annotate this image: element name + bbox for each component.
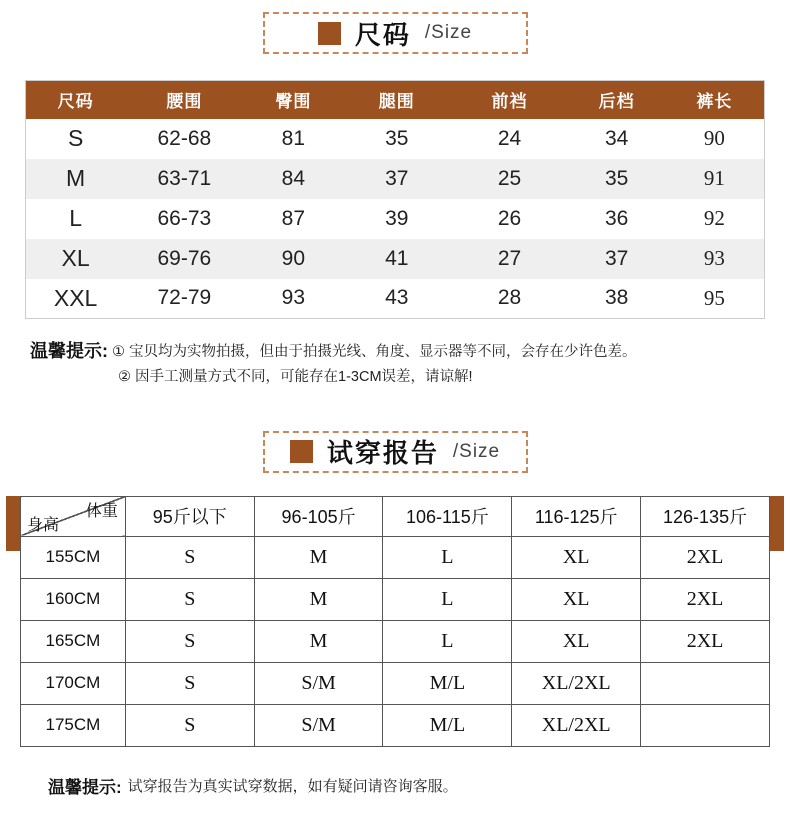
size-cell: S/M — [254, 704, 383, 746]
col-header-thigh: 腿围 — [343, 81, 450, 119]
size-cell: XL — [512, 578, 641, 620]
cell-waist: 72-79 — [157, 286, 212, 310]
size-cell: S — [125, 620, 254, 662]
cell-hip: 90 — [281, 246, 306, 270]
col-header-size: 尺码 — [26, 81, 126, 119]
size-cell: M — [254, 620, 383, 662]
tryon-header-row — [21, 496, 770, 536]
size-cell — [641, 662, 770, 704]
cell-pants-length: 92 — [703, 206, 725, 230]
col-header-front-rise: 前裆 — [450, 81, 568, 119]
height-cell: 170CM — [21, 662, 126, 704]
tip-line-1: ① 宝贝均为实物拍摄，但由于拍摄光线、角度、显示器等不同，会存在少许色差。 — [112, 344, 637, 360]
size-cell: S — [125, 662, 254, 704]
weight-col-header: 96-105斤 — [254, 496, 383, 536]
tryon-report-table — [20, 496, 770, 747]
cell-back-rise: 38 — [604, 286, 629, 310]
size-tip — [30, 337, 790, 391]
cell-thigh: 35 — [385, 126, 409, 150]
size-cell: XL — [512, 536, 641, 578]
weight-col-header: 106-115斤 — [383, 496, 512, 536]
cell-waist: 69-76 — [157, 246, 212, 270]
cell-waist: 62-68 — [157, 126, 212, 150]
size-title-text: 尺码 — [354, 19, 411, 50]
size-cell: S — [125, 704, 254, 746]
height-cell: 160CM — [21, 578, 126, 620]
tryon-row-165 — [21, 620, 770, 662]
brown-square-icon — [318, 22, 341, 45]
tryon-table-section — [0, 496, 790, 758]
col-header-hip: 臀围 — [243, 81, 343, 119]
size-cell: XL/2XL — [512, 662, 641, 704]
cell-pants-length: 91 — [703, 166, 725, 190]
tip-lines — [112, 337, 637, 391]
size-cell: S/M — [254, 662, 383, 704]
size-cell: XL/2XL — [512, 704, 641, 746]
cell-front-rise: 28 — [497, 286, 522, 310]
size-row-m — [26, 159, 765, 199]
tip-label: 温馨提示: — [48, 777, 122, 797]
size-row-xl — [26, 239, 765, 279]
tryon-row-170 — [21, 662, 770, 704]
tryon-section-title — [263, 431, 528, 473]
cell-back-rise: 36 — [604, 206, 629, 230]
height-cell: 175CM — [21, 704, 126, 746]
tryon-tip — [48, 773, 790, 798]
size-row-s — [26, 119, 765, 159]
cell-front-rise: 27 — [497, 246, 522, 270]
size-cell — [641, 704, 770, 746]
tryon-row-160 — [21, 578, 770, 620]
cell-pants-length: 90 — [703, 126, 725, 150]
tip-label: 温馨提示: — [30, 341, 108, 361]
weight-col-header: 126-135斤 — [641, 496, 770, 536]
weight-col-header: 116-125斤 — [512, 496, 641, 536]
size-cell: 2XL — [641, 536, 770, 578]
weight-col-header: 95斤以下 — [125, 496, 254, 536]
height-cell: 155CM — [21, 536, 126, 578]
col-header-pants-length: 裤长 — [665, 81, 765, 119]
cell-pants-length: 93 — [703, 246, 725, 270]
cell-back-rise: 37 — [604, 246, 629, 270]
size-title-subtext: /Size — [424, 22, 473, 43]
diagonal-header-cell — [21, 496, 126, 536]
cell-hip: 81 — [281, 126, 306, 150]
cell-waist: 66-73 — [157, 206, 212, 230]
size-cell: L — [383, 578, 512, 620]
cell-thigh: 41 — [385, 246, 409, 270]
cell-front-rise: 24 — [497, 126, 522, 150]
cell-size: XL — [61, 245, 90, 271]
size-cell: 2XL — [641, 578, 770, 620]
col-header-back-rise: 后档 — [569, 81, 665, 119]
size-table-header-row — [26, 81, 765, 119]
cell-size: XXL — [53, 284, 98, 311]
tryon-row-155 — [21, 536, 770, 578]
size-cell: M — [254, 578, 383, 620]
cell-back-rise: 35 — [604, 166, 629, 190]
size-row-l — [26, 199, 765, 239]
cell-thigh: 39 — [385, 206, 409, 230]
cell-size: M — [66, 165, 86, 191]
size-cell: L — [383, 536, 512, 578]
size-cell: XL — [512, 620, 641, 662]
size-cell: 2XL — [641, 620, 770, 662]
cell-size: S — [67, 125, 84, 151]
size-cell: L — [383, 620, 512, 662]
size-chart-table — [25, 80, 765, 319]
cell-thigh: 37 — [385, 166, 409, 190]
cell-back-rise: 34 — [604, 126, 629, 150]
brown-square-icon — [290, 440, 313, 463]
size-section-title — [263, 12, 528, 54]
size-cell: M/L — [383, 662, 512, 704]
cell-front-rise: 25 — [497, 166, 522, 190]
cell-front-rise: 26 — [497, 206, 522, 230]
size-cell: M/L — [383, 704, 512, 746]
corner-weight-label: 体重 — [85, 502, 118, 520]
height-cell: 165CM — [21, 620, 126, 662]
tryon-title-subtext: /Size — [452, 440, 501, 462]
cell-size: L — [69, 205, 83, 231]
tip-line-2: ② 因手工测量方式不同，可能存在1-3CM误差，请谅解! — [118, 369, 473, 386]
cell-hip: 87 — [281, 206, 306, 230]
size-cell: M — [254, 536, 383, 578]
tryon-row-175 — [21, 704, 770, 746]
cell-hip: 84 — [281, 166, 306, 190]
cell-pants-length: 95 — [703, 285, 725, 310]
cell-thigh: 43 — [385, 286, 409, 310]
size-cell: S — [125, 578, 254, 620]
cell-hip: 93 — [281, 286, 306, 310]
corner-height-label: 身高 — [27, 516, 60, 534]
tryon-title-text: 试穿报告 — [326, 438, 439, 469]
cell-waist: 63-71 — [157, 166, 212, 190]
tip-text: 试穿报告为真实试穿数据，如有疑问请咨询客服。 — [127, 777, 458, 795]
size-cell: S — [125, 536, 254, 578]
col-header-waist: 腰围 — [125, 81, 243, 119]
size-row-xxl — [26, 279, 765, 319]
